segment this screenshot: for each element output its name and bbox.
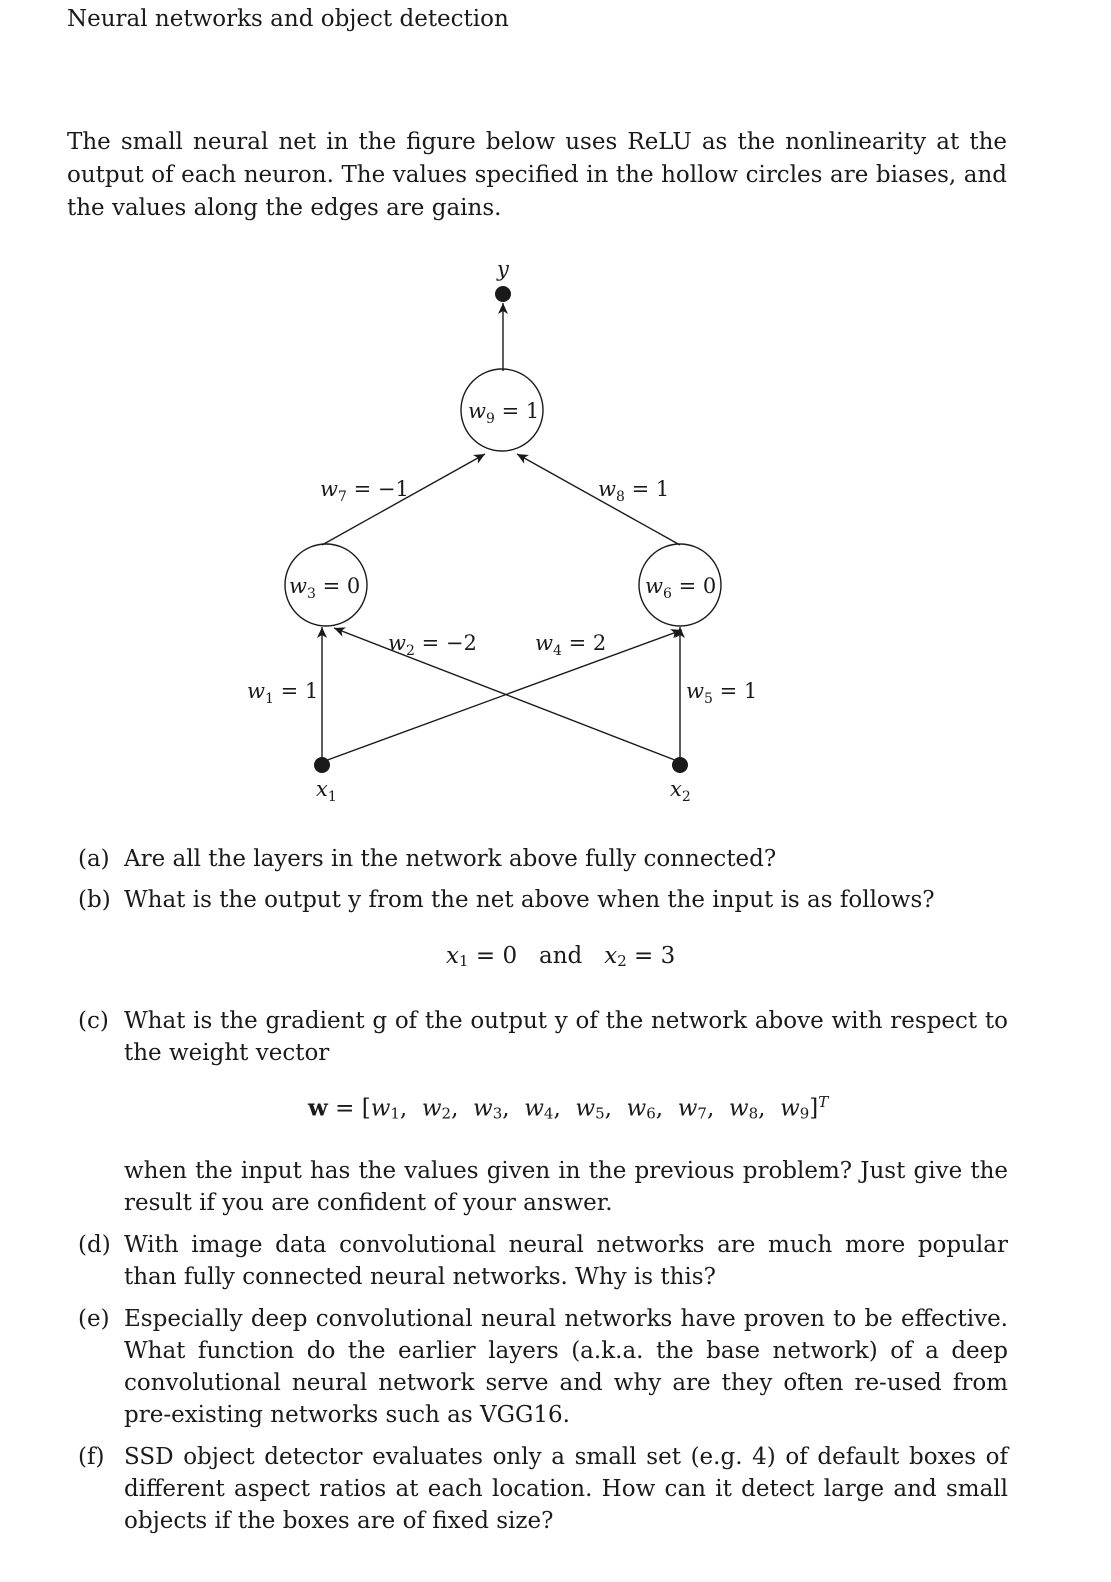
intro-paragraph: The small neural net in the figure below uses ReLU as the nonlinearity at the output of each neuron. The values specified in the hollow circles are biases, and the values along the edges are gains.: [67, 129, 1007, 221]
question-a-label: (a): [78, 846, 110, 872]
question-c: [78, 1005, 1008, 1069]
input-dot-x2: [672, 757, 688, 773]
question-e: [78, 1303, 1008, 1431]
output-dot: [495, 286, 511, 302]
gain-w1-label: $w_1 = 1$: [247, 679, 319, 707]
gain-w5-label: $w_5 = 1$: [686, 679, 758, 707]
input-dot-x1: [314, 757, 330, 773]
question-f: [78, 1441, 1008, 1537]
output-label: y: [497, 257, 509, 281]
question-a-text: Are all the layers in the network above fully connected?: [124, 846, 777, 872]
gain-w7-label: $w_7 = -1$: [320, 477, 409, 505]
page-heading: Neural networks and object detection: [67, 6, 509, 32]
gain-w2-label: $w_2 = -2$: [388, 631, 477, 659]
neural-network-diagram: [0, 240, 1111, 820]
node-w6-label: $w_6 = 0$: [645, 574, 717, 602]
question-a: [78, 843, 1008, 875]
question-d-label: (d): [78, 1232, 111, 1258]
node-w9-label: $w_9 = 1$: [468, 399, 540, 427]
question-b-label: (b): [78, 887, 111, 913]
question-d-text: With image data convolutional neural networks are much more popular than fully connected neural networks. Why is this?: [124, 1232, 1008, 1290]
node-w3-label: $w_3 = 0$: [289, 574, 361, 602]
edge-w2: [334, 628, 680, 762]
question-e-label: (e): [78, 1306, 110, 1332]
input-label-x2: $x_2$: [670, 777, 691, 805]
question-f-label: (f): [78, 1444, 105, 1470]
question-c-text: What is the gradient g of the output y of the network above with respect to the weight vector: [124, 1008, 1008, 1066]
question-b: [78, 884, 1008, 916]
and-word: and: [539, 943, 583, 969]
x2-value: 3: [660, 943, 676, 969]
question-b-text: What is the output y from the net above when the input is as follows?: [124, 887, 935, 913]
gain-w8-label: $w_8 = 1$: [598, 477, 670, 505]
input-label-x1: $x_1$: [316, 777, 337, 805]
question-b-input-equation: $x_1 = 0$ and $x_2 = 3$: [446, 943, 676, 970]
question-c-label: (c): [78, 1008, 109, 1034]
question-c-followup: [78, 1155, 1008, 1219]
question-c-followup-text: when the input has the values given in the previous problem? Just give the result if you are confident of your answer.: [124, 1158, 1008, 1216]
question-d: [78, 1229, 1008, 1293]
x1-value: 0: [502, 943, 518, 969]
question-f-text: SSD object detector evaluates only a small set (e.g. 4) of default boxes of different aspect ratios at each location. How can it detect large and small objects if the boxes are of fixed size?: [124, 1444, 1008, 1534]
gain-w4-label: $w_4 = 2$: [535, 631, 607, 659]
question-e-text: Especially deep convolutional neural networks have proven to be effective. What function do the earlier layers (a.k.a. the base network) of a deep convolutional neural network serve and why are they often re-used from pre-existing networks such as VGG16.: [124, 1306, 1008, 1428]
weight-vector-equation: $w = [w_1$, $w_2$, $w_3$, $w_4$, $w_5$, $w_6$, $w_7$, $w_8$, $w_9]^T$: [308, 1093, 829, 1123]
